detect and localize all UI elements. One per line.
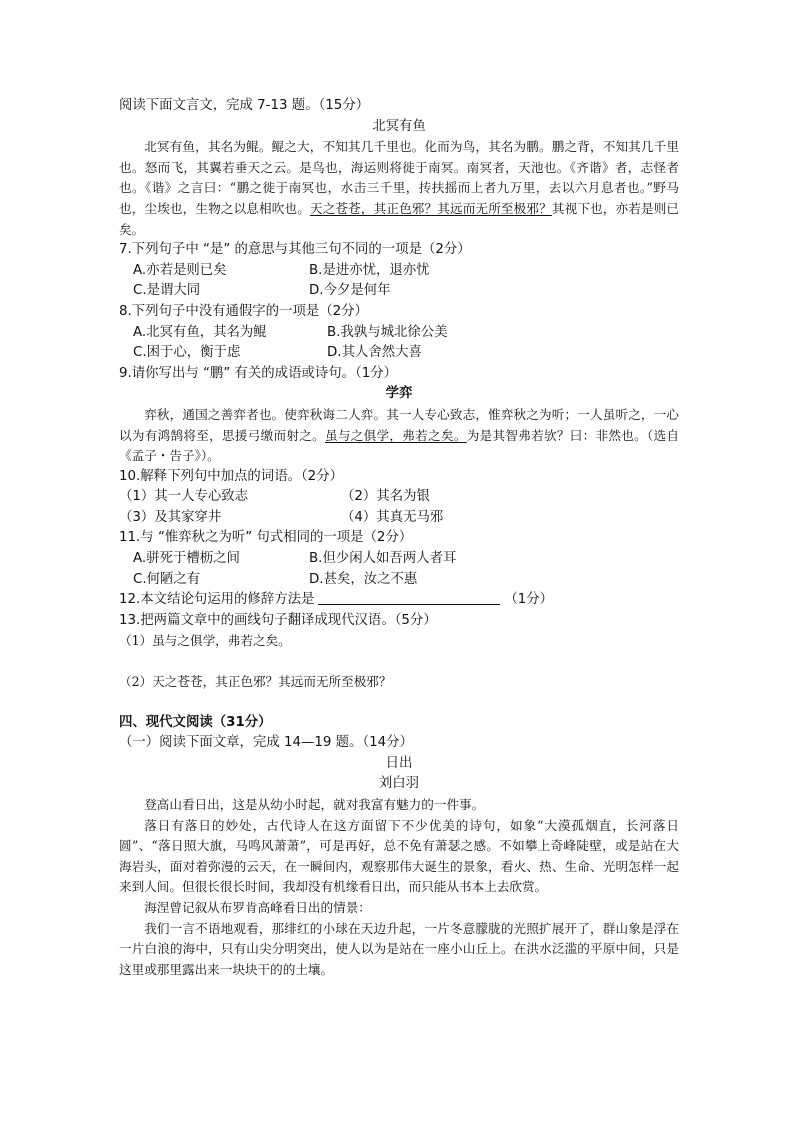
question-8-options (119, 323, 679, 344)
option: C.何陋之有 (133, 571, 201, 587)
question-12-text: 12.本文结论句运用的修辞方法是 (119, 592, 315, 608)
item: （1）其一人专心致志 (119, 489, 249, 505)
option: B.是进亦忧，退亦忧 (309, 262, 430, 278)
question-7-options (119, 281, 679, 302)
option: A.北冥有鱼，其名为鲲 (133, 324, 267, 340)
option: D.今夕是何年 (309, 283, 391, 299)
item: （2）其名为银 (341, 489, 430, 505)
answer-blank[interactable] (318, 590, 500, 605)
question-13: 13.把两篇文章中的画线句子翻译成现代汉语。（5分） (119, 612, 437, 628)
article-title: 日出 (385, 755, 413, 771)
option: D.其人舍然大喜 (327, 345, 422, 361)
passage-title: 学弈 (385, 386, 413, 402)
question-7: 7.下列句子中 “是” 的意思与其他三句不同的一项是（2分） (119, 242, 471, 258)
item: （4）其真无马邪 (341, 509, 444, 525)
question-12 (119, 590, 679, 611)
option: C.是谓大同 (133, 283, 201, 299)
passage-title: 北冥有鱼 (372, 118, 426, 134)
question-10-items (119, 508, 679, 529)
item: （3）及其家穿井 (119, 509, 222, 525)
question-12-score: （1分） (504, 592, 554, 608)
section-subheading: （一）阅读下面文章，完成 14—19 题。（14分） (119, 735, 413, 751)
question-11-options (119, 570, 679, 591)
section-heading: 四、现代文阅读（31分） (119, 714, 272, 730)
passage-text-part: 其视下也，亦若是则已矣。 (119, 200, 680, 237)
underlined-sentence: 虽与之俱学，弗若之矣。 (325, 427, 467, 443)
option: A.亦若是则已矣 (133, 262, 227, 278)
question-11: 11.与 “惟弈秋之为听” 句式相同的一项是（2分） (119, 530, 413, 546)
exam-page (119, 96, 679, 980)
option: B.我孰与城北徐公美 (327, 324, 448, 340)
question-8: 8.下列句子中没有通假字的一项是（2分） (119, 303, 368, 319)
question-9: 9.请你写出与 “鹏” 有关的成语或诗句。（1分） (119, 365, 398, 381)
passage-text-part: 为是其智弗若欤？曰：非然也。（选自《孟子・告子》）。 (119, 427, 680, 464)
option: D.甚矣，汝之不惠 (309, 571, 418, 587)
question-7-options (119, 261, 679, 282)
article-paragraph: 我们一言不语地观看，那绯红的小球在天边升起，一片冬意朦胧的光照扩展开了，群山象是浮在一片白浪的海中，只有山尖分明突出，使人以为是站在一座小山丘上。在洪水泛滥的平原中间，只是这里或那里露出来一块块干的的土壤。 (119, 920, 679, 977)
section-heading: 阅读下面文言文，完成 7-13 题。（15分） (119, 98, 370, 113)
article-paragraph: 落日有落日的妙处，古代诗人在这方面留下不少优美的诗句，如象“大漠孤烟直，长河落日圆”、“落日照大旗，马鸣风萧萧”，可是再好，总不免有萧瑟之感。不如攀上奇峰陡壁，或是站在大海岩头，面对着弥漫的云天，在一瞬间内，观察那伟大诞生的景象，看火、热、生命、光明怎样一起来到人间。但很长很长时间，我却没有机缘看日出，而只能从书本上去欣赏。 (119, 817, 679, 895)
passage-text-part: 北冥有鱼，其名为鲲。鲲之大，不知其几千里也。化而为鸟，其名为鹏。鹏之背，不知其几千里也。怒而飞，其翼若垂天之云。是鸟也，海运则将徙于南冥。南冥者，天池也。《齐谐》者，志怪者也。《谐》之言曰：“鹏之徙于南冥也，水击三千里，抟扶摇而上者九万里，去以六月息者也。”野马也，尘埃也，生物之以息相吹也。 (119, 139, 679, 216)
answer-space (119, 652, 679, 672)
article-paragraph: 海涅曾记叙从布罗肯高峰看日出的情景： (144, 899, 371, 915)
question-10: 10.解释下列句中加点的词语。（2分） (119, 468, 343, 484)
question-8-options (119, 343, 679, 364)
passage-text (119, 137, 679, 240)
article-paragraph: 登高山看日出，这是从幼小时起，就对我富有魅力的一件事。 (144, 797, 485, 812)
question-11-options (119, 549, 679, 570)
question-10-items (119, 487, 679, 508)
question-13-item: （2）天之苍苍，其正色邪？其远而无所至极邪？ (119, 674, 392, 690)
underlined-sentence: 天之苍苍，其正色邪？其远而无所至极邪？ (309, 200, 552, 216)
option: B.但少闲人如吾两人者耳 (309, 551, 457, 567)
article-author: 刘白羽 (378, 776, 420, 792)
option: C.困于心，衡于虑 (133, 345, 241, 361)
option: A.骈死于槽枥之间 (133, 551, 240, 567)
passage-text (119, 405, 679, 467)
passage-text-part: 弈秋，通国之善弈者也。使弈秋诲二人弈。其一人专心致志，惟弈秋之为听；一人虽听之，一心以为有鸿鹄将至，思援弓缴而射之。 (119, 406, 679, 443)
question-13-item: （1）虽与之俱学，弗若之矣。 (119, 633, 291, 649)
answer-space (119, 693, 679, 713)
